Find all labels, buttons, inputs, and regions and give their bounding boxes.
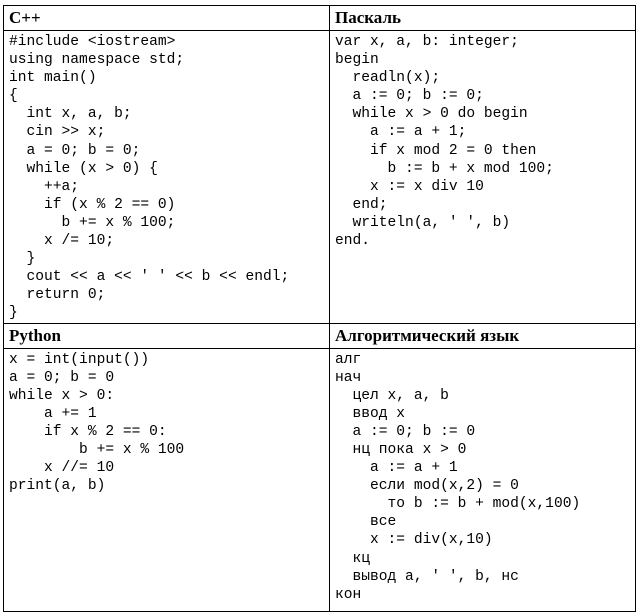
code-line: ++a; [9,178,80,195]
code-line: if (x % 2 == 0) [9,196,176,213]
code-line: то b := b + mod(x,100) [335,496,581,513]
code-line: a = 0; b = 0; [9,142,141,159]
code-line: if x % 2 == 0: [9,423,167,440]
code-line: return 0; [9,287,106,304]
algo-header: Алгоритмический язык [330,323,636,348]
code-line: a = 0; b = 0 [9,369,115,386]
code-line: a := a + 1; [335,124,467,141]
code-row-top [4,31,636,324]
code-line: while x > 0 do begin [335,106,528,123]
code-line: while x > 0: [9,387,115,404]
code-line: цел x, a, b [335,387,449,404]
code-line: while (x > 0) { [9,160,158,177]
code-line: b += x % 100 [9,441,185,458]
code-line: x = int(input()) [9,351,150,368]
code-line: x := div(x,10) [335,532,493,549]
code-line: int main() [9,70,97,87]
code-line: #include <iostream> [9,34,176,50]
code-line: a := a + 1 [335,460,458,477]
code-line: readln(x); [335,70,441,87]
code-line: вывод a, ' ', b, нс [335,568,519,585]
code-line: begin [335,52,379,69]
code-line: a += 1 [9,405,97,422]
code-line: x /= 10; [9,233,115,250]
header-row-top [4,6,636,31]
code-line: using namespace std; [9,52,185,69]
code-line: a := 0; b := 0; [335,88,484,105]
code-row-bottom [4,348,636,611]
code-line: a := 0; b := 0 [335,423,476,440]
cpp-header: C++ [4,6,330,31]
code-line: int x, a, b; [9,106,132,123]
code-line: cin >> x; [9,124,106,141]
python-code-block [4,348,330,611]
code-line: кон [335,586,362,603]
algo-code-block [330,348,636,611]
cpp-code-block [4,31,330,324]
code-line: нц пока x > 0 [335,441,467,458]
pascal-code-block [330,31,636,324]
code-line: } [9,251,36,268]
code-line: x := x div 10 [335,178,484,195]
header-row-bottom [4,323,636,348]
code-line: b += x % 100; [9,214,176,231]
code-comparison-table [3,5,636,612]
code-line: } [9,305,18,322]
code-line: все [335,514,397,531]
code-line: writeln(a, ' ', b) [335,214,511,231]
code-line: кц [335,550,371,567]
code-line: алг [335,351,362,368]
code-line: если mod(x,2) = 0 [335,478,519,495]
code-line: var x, a, b: integer; [335,34,519,50]
code-line: нач [335,369,362,386]
pascal-header: Паскаль [330,6,636,31]
code-line: x //= 10 [9,460,115,477]
code-line: { [9,88,18,105]
code-line: print(a, b) [9,478,106,495]
code-line: end. [335,233,371,250]
code-line: ввод x [335,405,406,422]
python-header: Python [4,323,330,348]
code-line: end; [335,196,388,213]
code-line: b := b + x mod 100; [335,160,554,177]
code-line: cout << a << ' ' << b << endl; [9,269,290,286]
code-line: if x mod 2 = 0 then [335,142,537,159]
